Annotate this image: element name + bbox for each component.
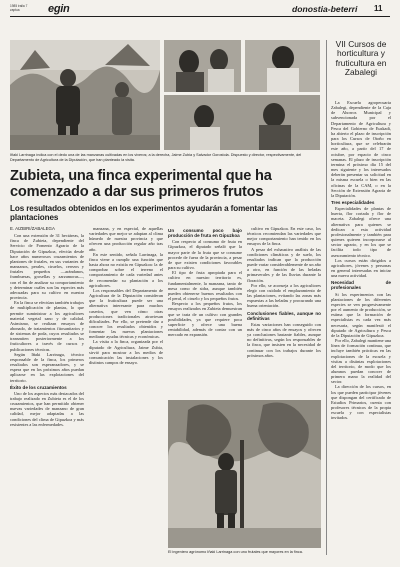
photo-officials-3-image [164,95,320,150]
paragraph: El tipo de fruta apropiada para el cultivo en nuestro territorio es, fundamentalmente, la manzana, tanto de mesa como de sidra, aunque también pueden obtenerse buenos resultados con el peral, el ciruelo y los pequeños frutos. [168,270,242,302]
photo-officials-2-image [245,40,320,92]
issue-date: 1985 iraila 7 zaptua [10,4,28,12]
paragraph: En la finca se efectúan también trabajos de multiplicación de plantas, lo que permite suministrar a los agricultores material vegetal sano y de calidad. Asimismo, se realizan ensayos de abonado, de tratamientos fitosanitarios y de sistemas de poda, cuyos resultados se transmiten posteriormente a los fruticultores a través de cursos y publicaciones técnicas. [10,300,84,352]
photo-engineer-trees [168,400,321,548]
byline: E. AIZBIRI/ZABALEGA [10,226,55,231]
article-column-1 [10,226,84,557]
paragraph: Los cursos están dirigidos a agricultores, jóvenes y personas en general interesadas en iniciar una nueva actividad. [331,257,391,279]
photo-orchard-workers [10,40,160,150]
photo-orchard-workers-image [10,40,160,150]
article-column-2 [89,226,163,557]
photo-caption-top: Iñaki Larrinaga índica con el dedo una de las manzanas cultivadas en los viveros; a la derecha, Jaime Zubia y Salvador Gorostola. Dispuesto y director, respectivamente, del Departamento de Agricultura de la Diputación, que han planteado la visita. [10,153,302,162]
brand-logo: egin [48,3,70,15]
paragraph: Uno de los aspectos más destacados del trabajo realizado en Zubieta es el de los cruzamientos, que han permitido obtener nuevas variedades de manzano de gran calidad, mejor adaptadas a las condiciones del clima de Gipuzkoa y más resistentes a las enfermedades. [10,390,84,427]
photo-engineer-trees-image [168,400,321,548]
paragraph: Por ello, se aconseja a los agricultores elegir con cuidado el emplazamiento de las plantaciones, evitando las zonas más expuestas a las heladas y procurando una buena orientación. [247,282,321,309]
page-number: 11 [374,4,383,13]
paragraph: A pesar del exhaustivo análisis de las condiciones climáticas y de suelo, los resultados indican que la producción puede variar considerablemente de un año a otro, en función de las heladas primaverales y de las lluvias durante la floración. [247,246,321,283]
subheading: Necesidad de profesionales [331,280,391,291]
paragraph: Si los experimentos con las plantaciones de los diferentes especies se ven progresivamente por el aumento de producción, se estima que la formación de especialistas es cada vez más necesaria, según manifestó el diputado de Agricultura y Pesca de la Diputación de Gipuzkoa. [331,291,391,338]
paragraph: Los responsables del Departamento de Agricultura de la Diputación consideran que la fruticultura puede ser una alternativa interesante para muchos caseríos, que ven cómo otras producciones tradicionales atraviesan dificultades. Por ello, se pretende dar a conocer los resultados obtenidos y fomentar las nuevas plantaciones mediante ayudas técnicas y económicas. [89,287,163,340]
sidebar-divider [326,40,327,555]
paragraph: La dirección de los cursos, en los que pueden participar jóvenes que dispongan del certificado de Estudios Primarios, cuenta con profesores técnicos de la propia escuela y con especialistas invitados. [331,384,391,421]
paragraph: La Escuela agropecuaria Zabalegi, dependiente de la Caja de Ahorros Municipal y subvencionada por el Departamento de Agricultura y Pesca del Gobierno de Euskadi, ha abierto el plazo de inscripción para los Cursos de Otoño en horticultura, que se celebrarán este año, a partir del 17 de octubre, por espacio de cinco semanas. El plazo de inscripción termina el próximo día 15 del mes siguiente y los interesados deberán presentar su solicitud en la misma escuela o bien en las oficinas de la CAM, o en la Sección de Extensión Agraria de la Diputación. [331,100,391,198]
sidebar-body [331,100,391,557]
subheading: Tres especialidades [331,199,375,205]
paragraph: Con una extensión de 31 hectáreas, la finca de Zubieta, dependiente del Servicio de Fomento Agrario de la Diputación de Gipuzkoa, efectúa desde hace años numerosos cruzamientos de plantones de frutales, en sus variantes de manzanos, perales, ciruelos, cerezos y frutales pequeños —arándanos, frambuesas, grosellas y zarzamoras—, con el fin de analizar su comportamiento y determinar cuáles son las especies más adecuadas para su cultivo en nuestra provincia. [10,233,84,301]
paragraph: La visita a la finca, organizada por el diputado de Agricultura, Jaime Zubia, sirvió para mostrar a los medios de comunicación las instalaciones y los distintos campos de ensayo. [89,339,163,366]
subheading: Éxito de los cruzamientos [10,384,67,390]
paragraph: Según Iñaki Larrinaga, técnico responsable de la finca, los primeros resultados son esperanzadores, y se espera que en los próximos años puedan aplicarse en las explotaciones del territorio. [10,351,84,383]
headline: Zubieta, una finca experimental que ha comenzado a dar sus primeros frutos [10,168,272,200]
photo-officials-3 [164,95,320,150]
paragraph: Por ello, Zabalegi mantiene una línea de formación continua, que incluye también prácticas en las explotaciones de la escuela y visitas a distintas explotaciones del territorio, de modo que los alumnos puedan conocer de primera mano la realidad del sector. [331,338,391,385]
subheading: Un consumo poco bajo producción de fruta en Gipuzkoa [168,228,242,239]
paragraph: Estas variaciones han conseguido con más de cinco años de ensayos y ofrecen ya conclusiones bastante fiables, aunque no definitivas, según los responsables de la finca, que insisten en la necesidad de continuar con los trabajos durante los próximos años. [247,321,321,358]
photo-officials-1-image [164,40,241,92]
subheading: Conclusiones fiables, aunque no definitivas [247,310,321,321]
paragraph: Respecto a los pequeños frutos, los ensayos realizados en Zubieta demuestran que se trata de un cultivo con grandes posibilidades, ya que requiere poca superficie y ofrece una buena rentabilidad, además de contar con un mercado en expansión. [168,301,242,338]
masthead-rule [10,16,390,17]
paragraph: Con respecto al consumo de fruta en Gipuzkoa, el diputado señaló que la mayor parte de la fruta que se consume procede de fuera de la provincia, a pesar de que existen condiciones favorables para su cultivo. [168,239,242,271]
paragraph: manzana, y en especial, de aquellas variedades que mejor se adaptan al clima húmedo de nuestra provincia y que ofrecen una producción regular año tras año. [89,226,163,252]
article-column-3 [168,226,242,396]
paragraph: En este sentido, señala Larrinaga, la finca viene a cumplir una función que hasta ahora no existía en Gipuzkoa: la de comprobar sobre el terreno el comportamiento de cada variedad antes de recomendar su plantación a los agricultores. [89,251,163,288]
paragraph: Especialidades de plantas de huerta, flor cortada y flor de maceta. Zabalegi ofrece una alternativa para quienes se dedican a esta actividad profesionalmente y también para quienes quieren incorporarse al sector agrario, y en los que se facilita todo tipo de asesoramiento técnico. [331,206,391,258]
sidebar-title: VII Cursos de horticultura y fruticultura en Zabalegi [335,39,387,78]
photo-officials-2 [245,40,320,92]
photo-officials-1 [164,40,241,92]
paragraph: cultivo en Gipuzkoa. En este caso, los técnicos recomiendan las variedades que mejor comportamiento han tenido en los ensayos de la finca. [247,226,321,247]
subheadline: Los resultados obtenidos en los experimentos ayudarán a fomentar las plantaciones [10,204,278,222]
article-column-4 [247,226,321,396]
photo-caption-bottom: El ingeniero agrónomo Iñaki Larrinaga con uno frutales que mayores en la finca. [168,550,303,554]
section-title: donostia-beterri [292,4,358,14]
